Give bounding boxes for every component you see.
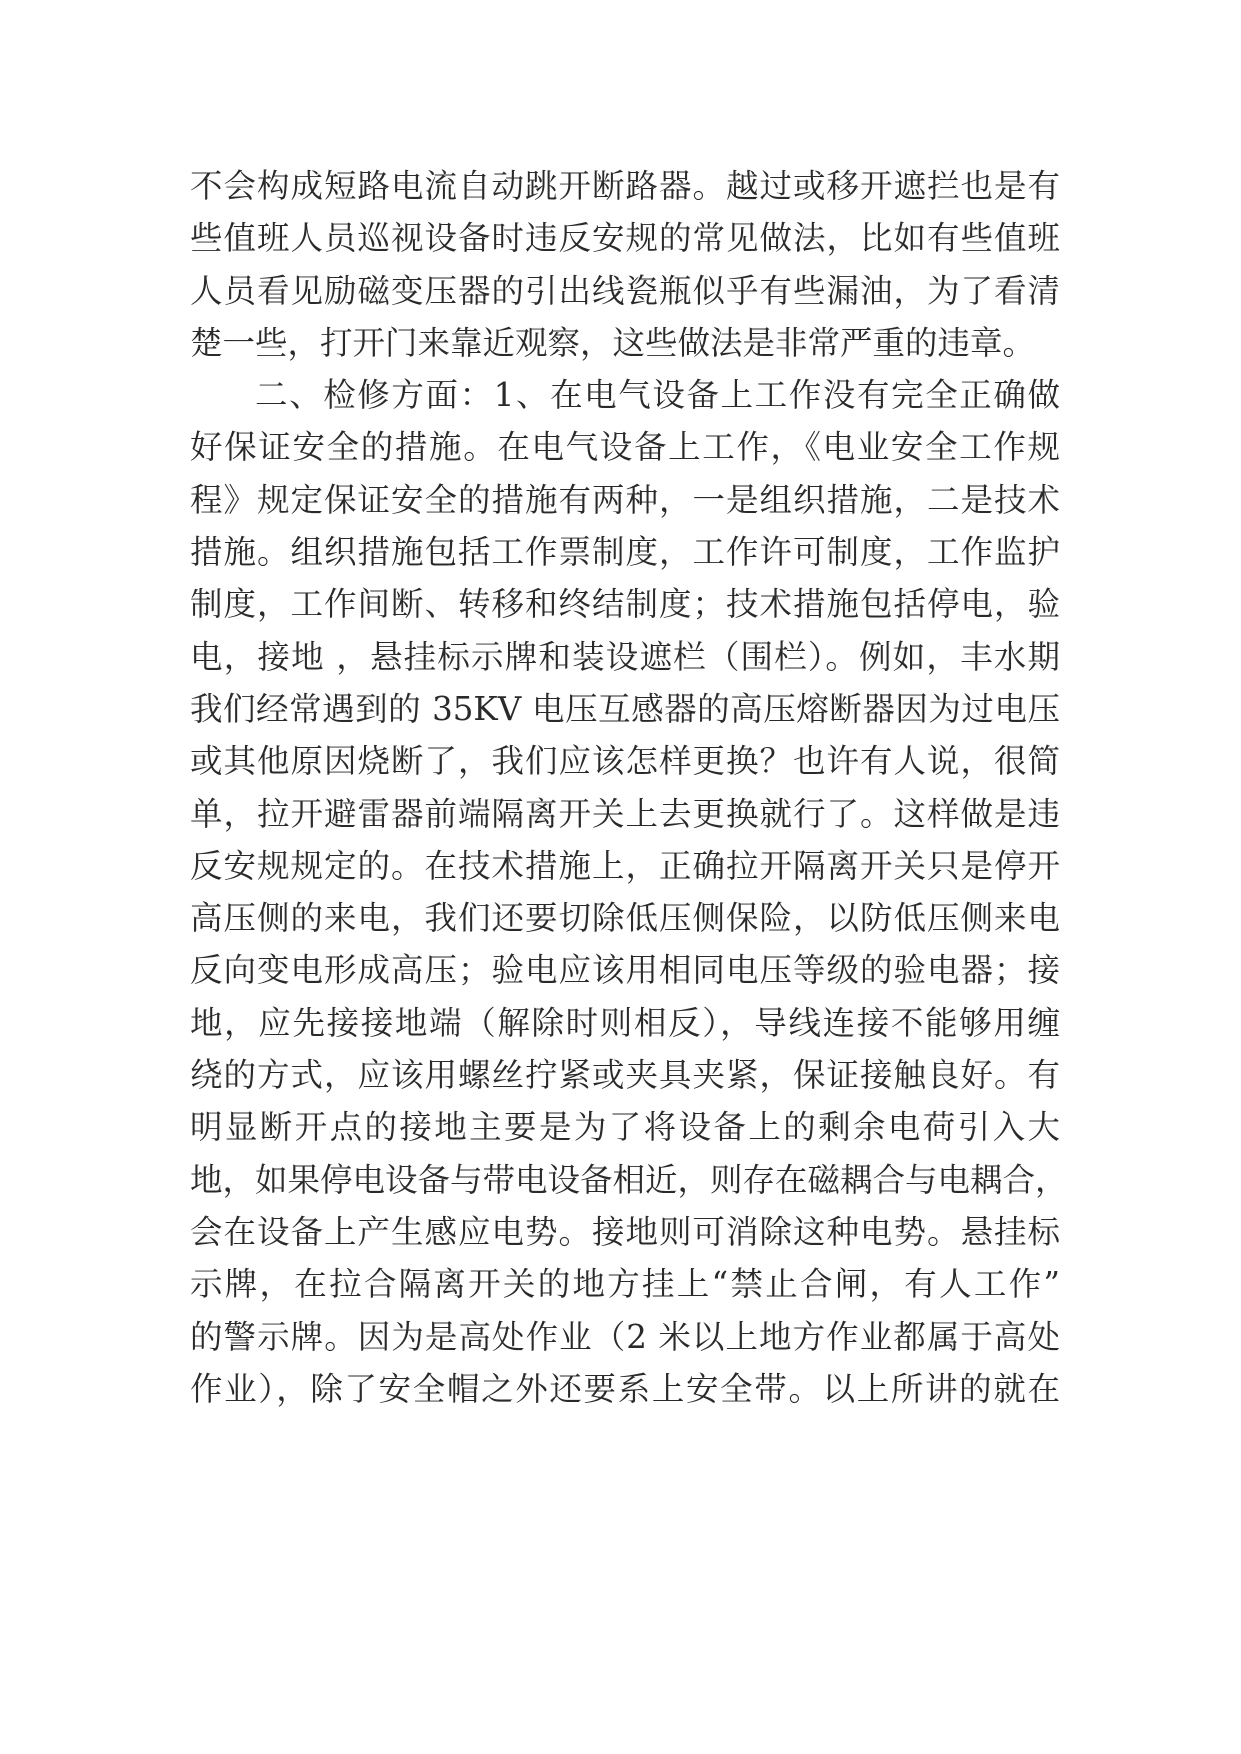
text-line: 明显断开点的接地主要是为了将设备上的剩余电荷引入大	[190, 1108, 1060, 1147]
text-line: 电，接地 ，悬挂标示牌和装设遮栏（围栏）。例如，丰水期	[190, 637, 1060, 676]
text-line: 好保证安全的措施。在电气设备上工作，《电业安全工作规	[190, 428, 1060, 467]
text-line: 我们经常遇到的 35KV 电压互感器的高压熔断器因为过电压	[190, 689, 1060, 728]
text-line: 高压侧的来电，我们还要切除低压侧保险，以防低压侧来电	[190, 899, 1060, 938]
text-line: 不会构成短路电流自动跳开断路器。越过或移开遮拦也是有	[190, 167, 1060, 205]
text-line: 地，如果停电设备与带电设备相近，则存在磁耦合与电耦合，	[190, 1160, 1068, 1199]
text-line: 会在设备上产生感应电势。接地则可消除这种电势。悬挂标	[190, 1212, 1060, 1251]
text-line: 措施。组织措施包括工作票制度，工作许可制度，工作监护	[190, 533, 1060, 572]
text-line: 些值班人员巡视设备时违反安规的常见做法，比如有些值班	[190, 219, 1060, 258]
text-line: 反安规规定的。在技术措施上，正确拉开隔离开关只是停开	[190, 846, 1060, 885]
text-line: 人员看见励磁变压器的引出线瓷瓶似乎有些漏油，为了看清	[190, 271, 1060, 310]
text-line: 地，应先接接地端（解除时则相反），导线连接不能够用缠	[190, 1003, 1060, 1042]
text-line: 单，拉开避雷器前端隔离开关上去更换就行了。这样做是违	[190, 794, 1060, 833]
text-line: 的警示牌。因为是高处作业（2 米以上地方作业都属于高处	[190, 1317, 1060, 1356]
text-line: 示牌，在拉合隔离开关的地方挂上“禁止合闸，有人工作”	[190, 1265, 1060, 1304]
text-line: 制度，工作间断、转移和终结制度；技术措施包括停电，验	[190, 585, 1060, 624]
text-line: 或其他原因烧断了，我们应该怎样更换？也许有人说，很简	[190, 742, 1060, 781]
text-line: 程》规定保证安全的措施有两种，一是组织措施，二是技术	[190, 480, 1060, 519]
body-text	[190, 160, 1068, 1415]
text-line: 绕的方式，应该用螺丝拧紧或夹具夹紧，保证接触良好。有	[190, 1056, 1060, 1095]
text-line: 楚一些，打开门来靠近观察，这些做法是非常严重的违章。	[190, 323, 1036, 362]
text-line: 作业），除了安全帽之外还要系上安全带。以上所讲的就在	[190, 1369, 1060, 1408]
paragraph-start-line: 二、检修方面：1、在电气设备上工作没有完全正确做	[255, 376, 1060, 415]
text-line: 反向变电形成高压；验电应该用相同电压等级的验电器；接	[190, 951, 1060, 990]
